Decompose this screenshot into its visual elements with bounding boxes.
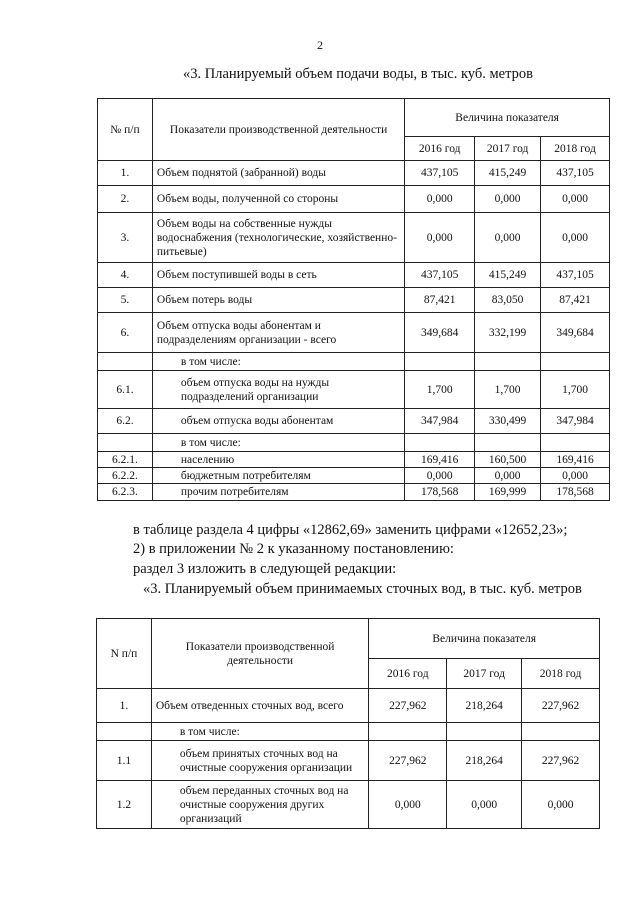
year-header: 2017 год bbox=[447, 659, 522, 689]
cell-value bbox=[541, 353, 610, 371]
paragraph: 2) в приложении № 2 к указанному постановлению: bbox=[133, 541, 454, 557]
cell-value: 227,962 bbox=[522, 741, 600, 781]
cell-value: 227,962 bbox=[369, 741, 447, 781]
cell-value: 169,999 bbox=[475, 484, 541, 501]
row-num: 6.2. bbox=[98, 409, 153, 434]
table-row bbox=[98, 371, 610, 409]
row-label: прочим потребителям bbox=[152, 484, 404, 501]
table1-heading: «3. Планируемый объем подачи воды, в тыс. куб. метров bbox=[183, 66, 533, 82]
table-row bbox=[97, 723, 600, 741]
row-label: Объем воды на собственные нужды водоснабжения (технологические, хозяйственно-питьевые) bbox=[152, 213, 404, 263]
cell-value: 347,984 bbox=[541, 409, 610, 434]
row-label: объем переданных сточных вод на очистные сооружения других организаций bbox=[151, 781, 369, 829]
table-row bbox=[98, 186, 610, 213]
cell-value: 437,105 bbox=[541, 161, 610, 186]
cell-value: 0,000 bbox=[405, 186, 475, 213]
col-indicator-header: Показатели производственной деятельности bbox=[151, 619, 369, 689]
cell-value: 415,249 bbox=[475, 161, 541, 186]
year-header: 2016 год bbox=[405, 137, 475, 161]
cell-value: 227,962 bbox=[522, 689, 600, 723]
cell-value bbox=[541, 434, 610, 452]
cell-value: 87,421 bbox=[541, 288, 610, 313]
cell-value bbox=[475, 353, 541, 371]
table-row bbox=[98, 288, 610, 313]
row-num: 5. bbox=[98, 288, 153, 313]
table-row bbox=[97, 741, 600, 781]
row-label: в том числе: bbox=[152, 434, 404, 452]
cell-value: 227,962 bbox=[369, 689, 447, 723]
row-num: 4. bbox=[98, 263, 153, 288]
cell-value: 349,684 bbox=[541, 313, 610, 353]
row-num: 1. bbox=[98, 161, 153, 186]
table2-heading: «3. Планируемый объем принимаемых сточных вод, в тыс. куб. метров bbox=[143, 581, 582, 597]
table-row bbox=[98, 213, 610, 263]
paragraph: раздел 3 изложить в следующей редакции: bbox=[133, 561, 397, 577]
row-label: объем отпуска воды на нужды подразделений организации bbox=[152, 371, 404, 409]
table-row bbox=[98, 484, 610, 501]
paragraph: в таблице раздела 4 цифры «12862,69» заменить цифрами «12652,23»; bbox=[133, 522, 568, 538]
col-num-header: N п/п bbox=[97, 619, 152, 689]
cell-value: 169,416 bbox=[405, 452, 475, 468]
table-row bbox=[98, 161, 610, 186]
cell-value: 0,000 bbox=[369, 781, 447, 829]
cell-value: 332,199 bbox=[475, 313, 541, 353]
year-header: 2017 год bbox=[475, 137, 541, 161]
table-row bbox=[97, 781, 600, 829]
cell-value: 0,000 bbox=[522, 781, 600, 829]
row-num: 1.1 bbox=[97, 741, 152, 781]
cell-value bbox=[522, 723, 600, 741]
row-num bbox=[97, 723, 152, 741]
row-num: 1.2 bbox=[97, 781, 152, 829]
row-num: 6.2.2. bbox=[98, 468, 153, 484]
cell-value: 349,684 bbox=[405, 313, 475, 353]
row-label: объем отпуска воды абонентам bbox=[152, 409, 404, 434]
cell-value: 0,000 bbox=[541, 468, 610, 484]
table-row bbox=[98, 434, 610, 452]
cell-value: 437,105 bbox=[541, 263, 610, 288]
row-num: 6.2.3. bbox=[98, 484, 153, 501]
cell-value: 0,000 bbox=[405, 213, 475, 263]
table-row bbox=[98, 468, 610, 484]
cell-value: 169,416 bbox=[541, 452, 610, 468]
cell-value bbox=[369, 723, 447, 741]
cell-value: 330,499 bbox=[475, 409, 541, 434]
row-label: Объем отпуска воды абонентам и подразделениям организации - всего bbox=[152, 313, 404, 353]
row-label: Объем потерь воды bbox=[152, 288, 404, 313]
cell-value: 178,568 bbox=[405, 484, 475, 501]
col-indicator-header: Показатели производственной деятельности bbox=[152, 99, 404, 161]
cell-value: 437,105 bbox=[405, 161, 475, 186]
table-row bbox=[98, 452, 610, 468]
wastewater-table bbox=[96, 618, 600, 829]
row-num: 2. bbox=[98, 186, 153, 213]
cell-value: 1,700 bbox=[475, 371, 541, 409]
row-label: Объем отведенных сточных вод, всего bbox=[151, 689, 369, 723]
year-header: 2016 год bbox=[369, 659, 447, 689]
row-num: 1. bbox=[97, 689, 152, 723]
cell-value: 83,050 bbox=[475, 288, 541, 313]
cell-value: 0,000 bbox=[541, 186, 610, 213]
water-supply-table bbox=[97, 98, 610, 501]
cell-value: 1,700 bbox=[541, 371, 610, 409]
table-row bbox=[98, 313, 610, 353]
cell-value: 0,000 bbox=[475, 186, 541, 213]
row-label: Объем поступившей воды в сеть bbox=[152, 263, 404, 288]
table-row bbox=[98, 263, 610, 288]
cell-value: 0,000 bbox=[475, 213, 541, 263]
row-label: в том числе: bbox=[151, 723, 369, 741]
cell-value: 178,568 bbox=[541, 484, 610, 501]
row-num bbox=[98, 353, 153, 371]
cell-value: 87,421 bbox=[405, 288, 475, 313]
cell-value: 160,500 bbox=[475, 452, 541, 468]
cell-value: 1,700 bbox=[405, 371, 475, 409]
cell-value: 0,000 bbox=[405, 468, 475, 484]
cell-value bbox=[405, 434, 475, 452]
row-num: 6.2.1. bbox=[98, 452, 153, 468]
row-label: объем принятых сточных вод на очистные сооружения организации bbox=[151, 741, 369, 781]
row-num: 6. bbox=[98, 313, 153, 353]
col-value-header: Величина показателя bbox=[405, 99, 610, 137]
table-row bbox=[98, 353, 610, 371]
row-label: населению bbox=[152, 452, 404, 468]
page-number: 2 bbox=[317, 38, 323, 52]
row-label: бюджетным потребителям bbox=[152, 468, 404, 484]
table-row bbox=[98, 409, 610, 434]
cell-value: 0,000 bbox=[541, 213, 610, 263]
cell-value: 415,249 bbox=[475, 263, 541, 288]
table-row bbox=[97, 689, 600, 723]
row-num bbox=[98, 434, 153, 452]
row-label: Объем воды, полученной со стороны bbox=[152, 186, 404, 213]
cell-value bbox=[475, 434, 541, 452]
row-num: 6.1. bbox=[98, 371, 153, 409]
cell-value: 347,984 bbox=[405, 409, 475, 434]
cell-value bbox=[405, 353, 475, 371]
cell-value: 0,000 bbox=[447, 781, 522, 829]
col-num-header: № п/п bbox=[98, 99, 153, 161]
row-label: Объем поднятой (забранной) воды bbox=[152, 161, 404, 186]
row-num: 3. bbox=[98, 213, 153, 263]
cell-value: 218,264 bbox=[447, 689, 522, 723]
col-value-header: Величина показателя bbox=[369, 619, 600, 659]
cell-value: 218,264 bbox=[447, 741, 522, 781]
year-header: 2018 год bbox=[541, 137, 610, 161]
cell-value bbox=[447, 723, 522, 741]
cell-value: 0,000 bbox=[475, 468, 541, 484]
year-header: 2018 год bbox=[522, 659, 600, 689]
row-label: в том числе: bbox=[152, 353, 404, 371]
cell-value: 437,105 bbox=[405, 263, 475, 288]
